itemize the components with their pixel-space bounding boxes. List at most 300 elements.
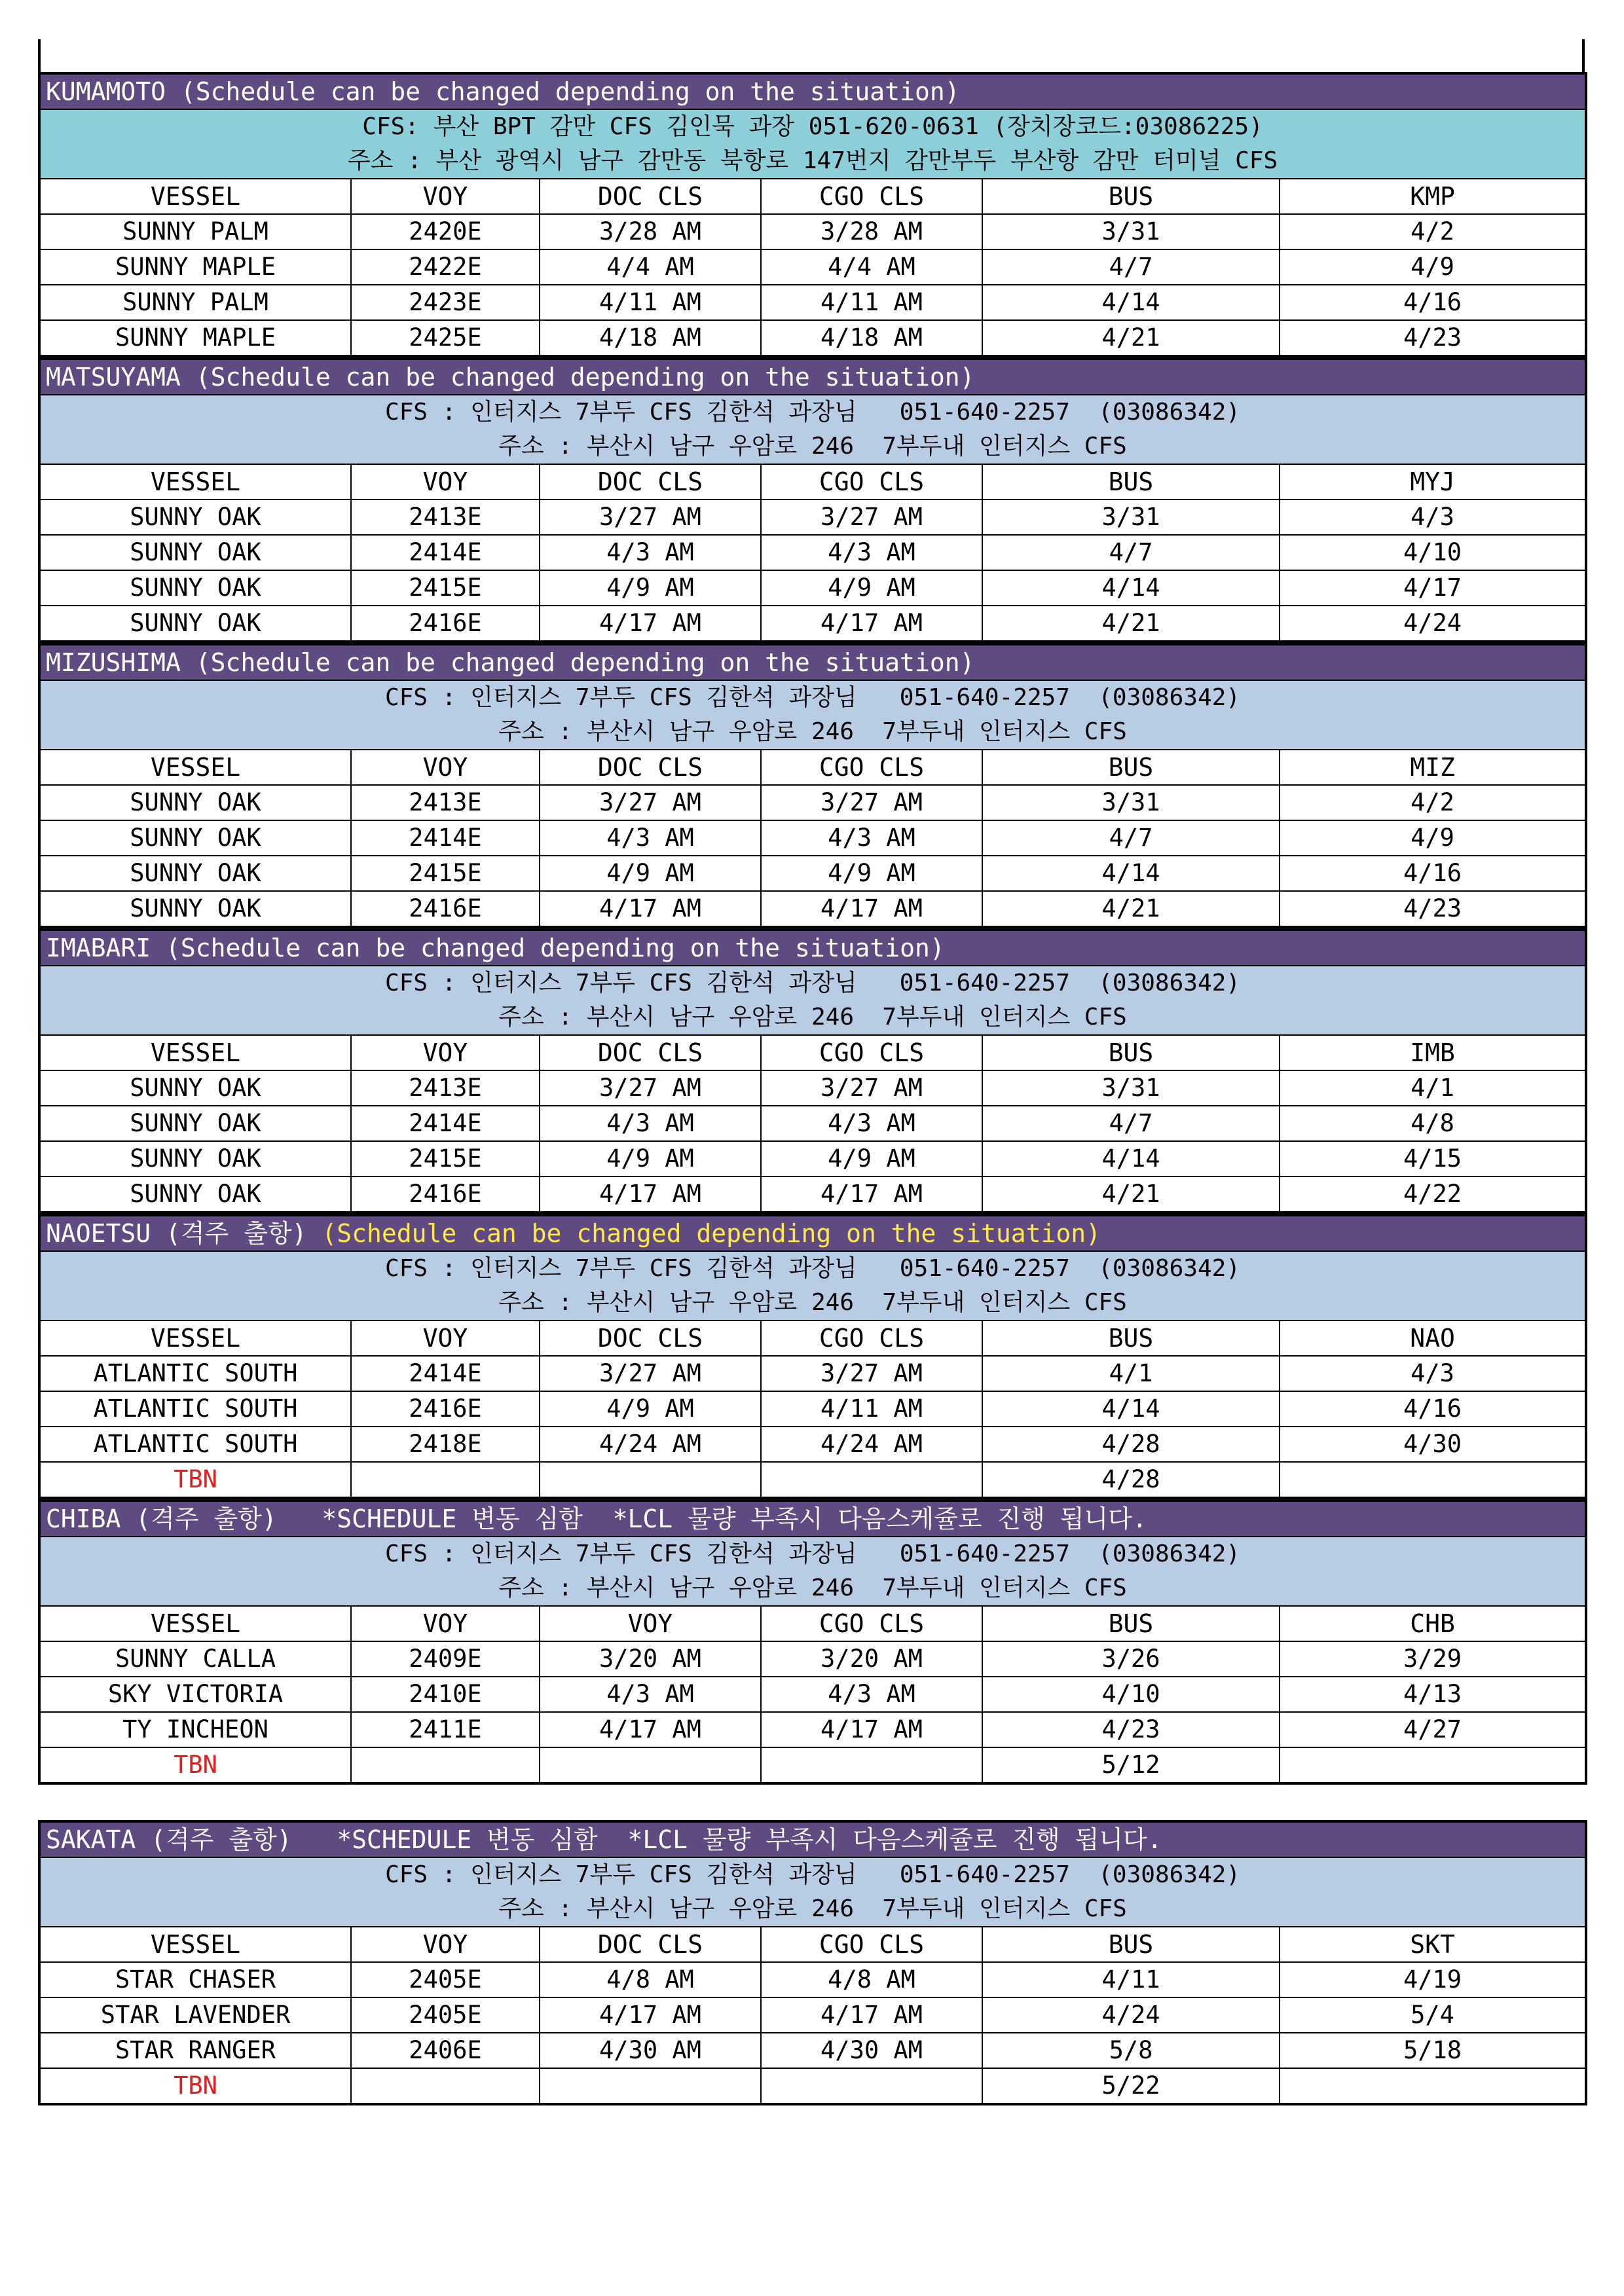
table-cell: 4/24: [1280, 606, 1586, 642]
table-cell: STAR LAVENDER: [39, 1997, 351, 2033]
table-cell: 4/11 AM: [761, 1391, 982, 1427]
column-header: CGO CLS: [761, 1035, 982, 1070]
table-cell: 4/7: [982, 535, 1280, 570]
cfs-contact: CFS : 인터지스 7부두 CFS 김한석 과장님 051-640-2257 (03086342): [39, 966, 1586, 1000]
table-cell: SUNNY OAK: [39, 1141, 351, 1176]
section-title-row: [39, 1501, 1586, 1537]
table-cell: 2406E: [351, 2033, 540, 2068]
table-cell: 2414E: [351, 1356, 540, 1391]
table-cell: 4/27: [1280, 1712, 1586, 1747]
column-header: VESSEL: [39, 464, 351, 500]
table-cell: 4/24 AM: [540, 1427, 761, 1462]
table-cell: 3/27 AM: [540, 1070, 761, 1106]
column-header: CGO CLS: [761, 1606, 982, 1641]
section-title: [39, 1821, 1586, 1857]
cfs-contact: CFS : 인터지스 7부두 CFS 김한석 과장님 051-640-2257 (03086342): [39, 1251, 1586, 1286]
table-cell: SUNNY OAK: [39, 820, 351, 856]
table-cell: ATLANTIC SOUTH: [39, 1427, 351, 1462]
table-cell: 2413E: [351, 500, 540, 535]
table-cell: 3/27 AM: [761, 1070, 982, 1106]
cfs-info-row: [39, 966, 1586, 1000]
table-cell: SUNNY OAK: [39, 570, 351, 606]
table-cell: SUNNY OAK: [39, 606, 351, 642]
table-cell: STAR CHASER: [39, 1962, 351, 1997]
table-cell: SUNNY OAK: [39, 500, 351, 535]
column-header-row: [39, 179, 1586, 214]
table-cell: 4/9: [1280, 820, 1586, 856]
table-cell: 4/7: [982, 820, 1280, 856]
table-cell: 2414E: [351, 820, 540, 856]
cfs-address: 주소 : 부산시 남구 우암로 246 7부두내 인터지스 CFS: [39, 715, 1586, 750]
table-cell: [351, 2068, 540, 2104]
table-cell: STAR RANGER: [39, 2033, 351, 2068]
column-header: CGO CLS: [761, 1927, 982, 1962]
column-header: NAO: [1280, 1321, 1586, 1356]
table-cell: SUNNY OAK: [39, 891, 351, 927]
cfs-address: 주소 : 부산시 남구 우암로 246 7부두내 인터지스 CFS: [39, 1571, 1586, 1606]
table-row: [39, 1712, 1586, 1747]
column-header: VOY: [351, 750, 540, 785]
cfs-address: 주소 : 부산시 남구 우암로 246 7부두내 인터지스 CFS: [39, 429, 1586, 464]
column-header: DOC CLS: [540, 179, 761, 214]
section-title: [39, 644, 1586, 680]
section-title: [39, 1215, 1586, 1251]
table-cell: 4/3 AM: [540, 820, 761, 856]
cfs-info-row: [39, 1857, 1586, 1892]
table-cell: 3/31: [982, 1070, 1280, 1106]
table-cell: 5/18: [1280, 2033, 1586, 2068]
table-cell: SUNNY OAK: [39, 785, 351, 820]
table-cell: 4/8: [1280, 1106, 1586, 1141]
table-cell: 2405E: [351, 1997, 540, 2033]
table-cell: 4/9 AM: [761, 570, 982, 606]
table-cell: 4/23: [982, 1712, 1280, 1747]
table-cell: 4/3 AM: [761, 1677, 982, 1712]
section-title: [39, 1501, 1586, 1537]
table-cell: 2415E: [351, 1141, 540, 1176]
table-cell: 4/9 AM: [761, 856, 982, 891]
table-cell: 4/21: [982, 891, 1280, 927]
table-cell: 3/28 AM: [761, 214, 982, 249]
table-cell: 2413E: [351, 1070, 540, 1106]
table-cell: [1280, 2068, 1586, 2104]
table-cell: 4/9 AM: [761, 1141, 982, 1176]
port-name: MATSUYAMA: [46, 363, 181, 392]
table-cell: 4/28: [982, 1427, 1280, 1462]
table-cell: TBN: [39, 2068, 351, 2104]
table-cell: 2422E: [351, 249, 540, 285]
table-cell: 4/17: [1280, 570, 1586, 606]
cfs-contact: CFS: 부산 BPT 감만 CFS 김인묵 과장 051-620-0631 (장치장코드:03086225): [39, 109, 1586, 144]
table-cell: 3/20 AM: [540, 1641, 761, 1677]
table-cell: 4/30: [1280, 1427, 1586, 1462]
table-cell: [351, 1462, 540, 1498]
port-name: IMABARI: [46, 934, 151, 962]
port-name: CHIBA (격주 출항): [46, 1504, 277, 1533]
schedule-table-chiba: [38, 1499, 1587, 1785]
table-cell: 4/3 AM: [540, 1677, 761, 1712]
table-row: [39, 856, 1586, 891]
table-cell: 4/14: [982, 1141, 1280, 1176]
column-header: VOY: [351, 464, 540, 500]
table-cell: 4/13: [1280, 1677, 1586, 1712]
cfs-info-row: [39, 680, 1586, 715]
table-cell: SUNNY CALLA: [39, 1641, 351, 1677]
table-cell: 4/9 AM: [540, 1141, 761, 1176]
table-cell: 4/17 AM: [540, 1997, 761, 2033]
column-header-row: [39, 464, 1586, 500]
table-cell: 4/14: [982, 285, 1280, 320]
table-row: [39, 2033, 1586, 2068]
column-header: VOY: [351, 1927, 540, 1962]
table-cell: 4/3 AM: [761, 535, 982, 570]
table-cell: 4/3 AM: [540, 1106, 761, 1141]
table-cell: 4/23: [1280, 320, 1586, 356]
table-cell: SUNNY OAK: [39, 1176, 351, 1212]
table-cell: 4/30 AM: [761, 2033, 982, 2068]
column-header: CGO CLS: [761, 179, 982, 214]
cfs-info-row: [39, 1571, 1586, 1606]
table-cell: 4/14: [982, 856, 1280, 891]
table-cell: TBN: [39, 1462, 351, 1498]
table-cell: 2416E: [351, 1391, 540, 1427]
table-cell: 4/7: [982, 1106, 1280, 1141]
table-cell: 3/28 AM: [540, 214, 761, 249]
section-title-row: [39, 1215, 1586, 1251]
table-cell: 3/31: [982, 785, 1280, 820]
table-cell: [761, 2068, 982, 2104]
table-cell: 3/27 AM: [540, 500, 761, 535]
section-title: [39, 73, 1586, 109]
schedule-table-matsuyama: [38, 357, 1587, 643]
port-name: KUMAMOTO: [46, 77, 166, 106]
table-row: [39, 1962, 1586, 1997]
table-cell: 4/30 AM: [540, 2033, 761, 2068]
table-row: [39, 1141, 1586, 1176]
table-cell: [540, 1747, 761, 1783]
table-cell: 4/14: [982, 570, 1280, 606]
cfs-contact: CFS : 인터지스 7부두 CFS 김한석 과장님 051-640-2257 (03086342): [39, 1537, 1586, 1571]
table-row: [39, 606, 1586, 642]
table-cell: 4/4 AM: [761, 249, 982, 285]
table-cell: 4/17 AM: [540, 891, 761, 927]
column-header: BUS: [982, 750, 1280, 785]
table-cell: 4/21: [982, 320, 1280, 356]
table-cell: SUNNY MAPLE: [39, 320, 351, 356]
table-cell: 3/26: [982, 1641, 1280, 1677]
column-header: BUS: [982, 1035, 1280, 1070]
cfs-address: 주소 : 부산 광역시 남구 감만동 북항로 147번지 감만부두 부산항 감만 터미널 CFS: [39, 144, 1586, 179]
table-row: [39, 570, 1586, 606]
table-cell: 2418E: [351, 1427, 540, 1462]
table-cell: 4/10: [982, 1677, 1280, 1712]
section-title-row: [39, 644, 1586, 680]
section-title-row: [39, 359, 1586, 395]
column-header: VOY: [351, 179, 540, 214]
table-cell: 3/31: [982, 500, 1280, 535]
table-cell: 4/17 AM: [761, 1176, 982, 1212]
cfs-address: 주소 : 부산시 남구 우암로 246 7부두내 인터지스 CFS: [39, 1286, 1586, 1321]
table-cell: 4/9 AM: [540, 570, 761, 606]
table-cell: 4/10: [1280, 535, 1586, 570]
table-cell: 3/27 AM: [761, 1356, 982, 1391]
table-cell: 3/27 AM: [540, 1356, 761, 1391]
table-cell: 4/11 AM: [540, 285, 761, 320]
table-cell: SUNNY OAK: [39, 1106, 351, 1141]
table-cell: 4/8 AM: [540, 1962, 761, 1997]
table-cell: 2423E: [351, 285, 540, 320]
column-header-row: [39, 750, 1586, 785]
table-cell: 4/4 AM: [540, 249, 761, 285]
table-cell: 4/3: [1280, 500, 1586, 535]
port-name: SAKATA (격주 출항): [46, 1825, 292, 1854]
table-cell: 4/28: [982, 1462, 1280, 1498]
table-cell: ATLANTIC SOUTH: [39, 1391, 351, 1427]
table-cell: 4/23: [1280, 891, 1586, 927]
section-title: [39, 359, 1586, 395]
column-header: CHB: [1280, 1606, 1586, 1641]
table-row: [39, 1176, 1586, 1212]
column-header: KMP: [1280, 179, 1586, 214]
table-cell: 2414E: [351, 535, 540, 570]
table-cell: ATLANTIC SOUTH: [39, 1356, 351, 1391]
cfs-info-row: [39, 1251, 1586, 1286]
table-row: [39, 500, 1586, 535]
schedule-note: *SCHEDULE 변동 심함 *LCL 물량 부족시 다음스케쥴로 진행 됩니다.: [291, 1504, 1147, 1533]
table-cell: 2415E: [351, 570, 540, 606]
table-row: [39, 1391, 1586, 1427]
table-cell: 2425E: [351, 320, 540, 356]
cfs-info-row: [39, 1000, 1586, 1035]
column-header-row: [39, 1321, 1586, 1356]
section-title-row: [39, 73, 1586, 109]
column-header: MYJ: [1280, 464, 1586, 500]
table-cell: 4/21: [982, 606, 1280, 642]
table-cell: 4/8 AM: [761, 1962, 982, 1997]
table-cell: 4/3 AM: [540, 535, 761, 570]
table-row: [39, 1462, 1586, 1498]
table-cell: 4/18 AM: [761, 320, 982, 356]
table-cell: SUNNY OAK: [39, 856, 351, 891]
table-cell: 2416E: [351, 1176, 540, 1212]
cfs-info-row: [39, 395, 1586, 429]
schedule-note: (Schedule can be changed depending on the situation): [166, 934, 945, 962]
table-cell: 5/4: [1280, 1997, 1586, 2033]
column-header-row: [39, 1606, 1586, 1641]
column-header: CGO CLS: [761, 750, 982, 785]
table-cell: 4/24 AM: [761, 1427, 982, 1462]
table-row: [39, 2068, 1586, 2104]
schedule-note: (Schedule can be changed depending on the situation): [195, 363, 975, 392]
table-cell: 2414E: [351, 1106, 540, 1141]
schedule-note: (Schedule can be changed depending on the situation): [180, 77, 960, 106]
table-cell: 3/31: [982, 214, 1280, 249]
schedule-note: (Schedule can be changed depending on the situation): [322, 1219, 1101, 1248]
port-name: MIZUSHIMA: [46, 648, 181, 677]
column-header: DOC CLS: [540, 1321, 761, 1356]
table-cell: 4/17 AM: [761, 1712, 982, 1747]
column-header: VESSEL: [39, 1927, 351, 1962]
table-cell: 2416E: [351, 891, 540, 927]
table-cell: 4/22: [1280, 1176, 1586, 1212]
table-cell: 4/17 AM: [761, 1997, 982, 2033]
table-cell: 4/11: [982, 1962, 1280, 1997]
section-spacer: [38, 1785, 1585, 1820]
column-header: DOC CLS: [540, 1927, 761, 1962]
table-row: [39, 785, 1586, 820]
column-header: VESSEL: [39, 1035, 351, 1070]
table-cell: 3/20 AM: [761, 1641, 982, 1677]
table-cell: 4/2: [1280, 214, 1586, 249]
table-cell: 4/17 AM: [540, 606, 761, 642]
column-header: VESSEL: [39, 1606, 351, 1641]
table-cell: 4/3 AM: [761, 1106, 982, 1141]
cfs-info-row: [39, 144, 1586, 179]
table-cell: SUNNY OAK: [39, 1070, 351, 1106]
table-cell: 2415E: [351, 856, 540, 891]
table-row: [39, 1747, 1586, 1783]
column-header: VOY: [540, 1606, 761, 1641]
table-cell: 5/22: [982, 2068, 1280, 2104]
table-cell: [761, 1747, 982, 1783]
column-header-row: [39, 1035, 1586, 1070]
table-row: [39, 1427, 1586, 1462]
table-row: [39, 535, 1586, 570]
table-cell: 4/7: [982, 249, 1280, 285]
table-cell: 3/27 AM: [761, 785, 982, 820]
schedule-table-naoetsu: [38, 1214, 1587, 1499]
cfs-info-row: [39, 715, 1586, 750]
table-cell: 4/19: [1280, 1962, 1586, 1997]
table-cell: 4/16: [1280, 856, 1586, 891]
column-header: DOC CLS: [540, 464, 761, 500]
column-header: BUS: [982, 1606, 1280, 1641]
table-row: [39, 285, 1586, 320]
table-row: [39, 249, 1586, 285]
table-cell: 4/17 AM: [761, 891, 982, 927]
table-cell: TBN: [39, 1747, 351, 1783]
section-title-row: [39, 930, 1586, 966]
column-header: VESSEL: [39, 750, 351, 785]
column-header: BUS: [982, 464, 1280, 500]
table-cell: 4/11 AM: [761, 285, 982, 320]
table-cell: 4/21: [982, 1176, 1280, 1212]
table-cell: 4/14: [982, 1391, 1280, 1427]
column-header: BUS: [982, 1321, 1280, 1356]
section-title-row: [39, 1821, 1586, 1857]
table-row: [39, 1997, 1586, 2033]
table-cell: 3/29: [1280, 1641, 1586, 1677]
column-header-row: [39, 1927, 1586, 1962]
schedule-sheet: [38, 72, 1585, 2105]
cfs-info-row: [39, 109, 1586, 144]
table-cell: [1280, 1747, 1586, 1783]
table-row: [39, 1677, 1586, 1712]
table-cell: 4/17 AM: [761, 606, 982, 642]
table-cell: SUNNY OAK: [39, 535, 351, 570]
table-cell: 5/8: [982, 2033, 1280, 2068]
table-cell: 4/17 AM: [540, 1176, 761, 1212]
cfs-address: 주소 : 부산시 남구 우암로 246 7부두내 인터지스 CFS: [39, 1000, 1586, 1035]
table-cell: 3/27 AM: [761, 500, 982, 535]
table-cell: 2409E: [351, 1641, 540, 1677]
table-cell: 2413E: [351, 785, 540, 820]
table-row: [39, 320, 1586, 356]
schedule-table-sakata: [38, 1820, 1587, 2105]
table-cell: SUNNY MAPLE: [39, 249, 351, 285]
table-cell: [540, 2068, 761, 2104]
cfs-info-row: [39, 1286, 1586, 1321]
table-cell: [540, 1462, 761, 1498]
cfs-address: 주소 : 부산시 남구 우암로 246 7부두내 인터지스 CFS: [39, 1892, 1586, 1927]
cfs-contact: CFS : 인터지스 7부두 CFS 김한석 과장님 051-640-2257 (03086342): [39, 395, 1586, 429]
table-row: [39, 1070, 1586, 1106]
column-header: CGO CLS: [761, 464, 982, 500]
cfs-info-row: [39, 1537, 1586, 1571]
column-header: VESSEL: [39, 1321, 351, 1356]
schedule-note: (Schedule can be changed depending on the situation): [195, 648, 975, 677]
table-cell: 4/24: [982, 1997, 1280, 2033]
port-name: NAOETSU (격주 출항): [46, 1219, 307, 1248]
table-row: [39, 214, 1586, 249]
table-cell: 4/18 AM: [540, 320, 761, 356]
table-row: [39, 1106, 1586, 1141]
table-cell: 4/9: [1280, 249, 1586, 285]
section-title: [39, 930, 1586, 966]
table-cell: 4/17 AM: [540, 1712, 761, 1747]
table-row: [39, 891, 1586, 927]
table-cell: [761, 1462, 982, 1498]
table-cell: 4/1: [1280, 1070, 1586, 1106]
cfs-info-row: [39, 1892, 1586, 1927]
table-cell: [351, 1747, 540, 1783]
column-header: CGO CLS: [761, 1321, 982, 1356]
table-cell: 4/2: [1280, 785, 1586, 820]
table-cell: 2411E: [351, 1712, 540, 1747]
cfs-contact: CFS : 인터지스 7부두 CFS 김한석 과장님 051-640-2257 (03086342): [39, 680, 1586, 715]
column-header: IMB: [1280, 1035, 1586, 1070]
column-header: DOC CLS: [540, 1035, 761, 1070]
cfs-contact: CFS : 인터지스 7부두 CFS 김한석 과장님 051-640-2257 (03086342): [39, 1857, 1586, 1892]
cfs-info-row: [39, 429, 1586, 464]
table-row: [39, 1356, 1586, 1391]
column-header: VESSEL: [39, 179, 351, 214]
table-cell: 4/1: [982, 1356, 1280, 1391]
table-cell: 4/3: [1280, 1356, 1586, 1391]
schedule-note: *SCHEDULE 변동 심함 *LCL 물량 부족시 다음스케쥴로 진행 됩니다.: [306, 1825, 1162, 1854]
column-header: VOY: [351, 1321, 540, 1356]
table-cell: 2405E: [351, 1962, 540, 1997]
column-header: MIZ: [1280, 750, 1586, 785]
table-cell: 3/27 AM: [540, 785, 761, 820]
column-header: BUS: [982, 1927, 1280, 1962]
column-header: VOY: [351, 1606, 540, 1641]
table-cell: TY INCHEON: [39, 1712, 351, 1747]
table-cell: [1280, 1462, 1586, 1498]
table-cell: 2416E: [351, 606, 540, 642]
sheet-top-border: [38, 39, 1585, 72]
schedule-table-kumamoto: [38, 72, 1587, 357]
table-cell: 4/9 AM: [540, 856, 761, 891]
table-cell: SKY VICTORIA: [39, 1677, 351, 1712]
schedule-table-imabari: [38, 928, 1587, 1214]
column-header: SKT: [1280, 1927, 1586, 1962]
schedule-table-mizushima: [38, 643, 1587, 928]
table-cell: 4/15: [1280, 1141, 1586, 1176]
table-row: [39, 1641, 1586, 1677]
column-header: BUS: [982, 179, 1280, 214]
column-header: DOC CLS: [540, 750, 761, 785]
